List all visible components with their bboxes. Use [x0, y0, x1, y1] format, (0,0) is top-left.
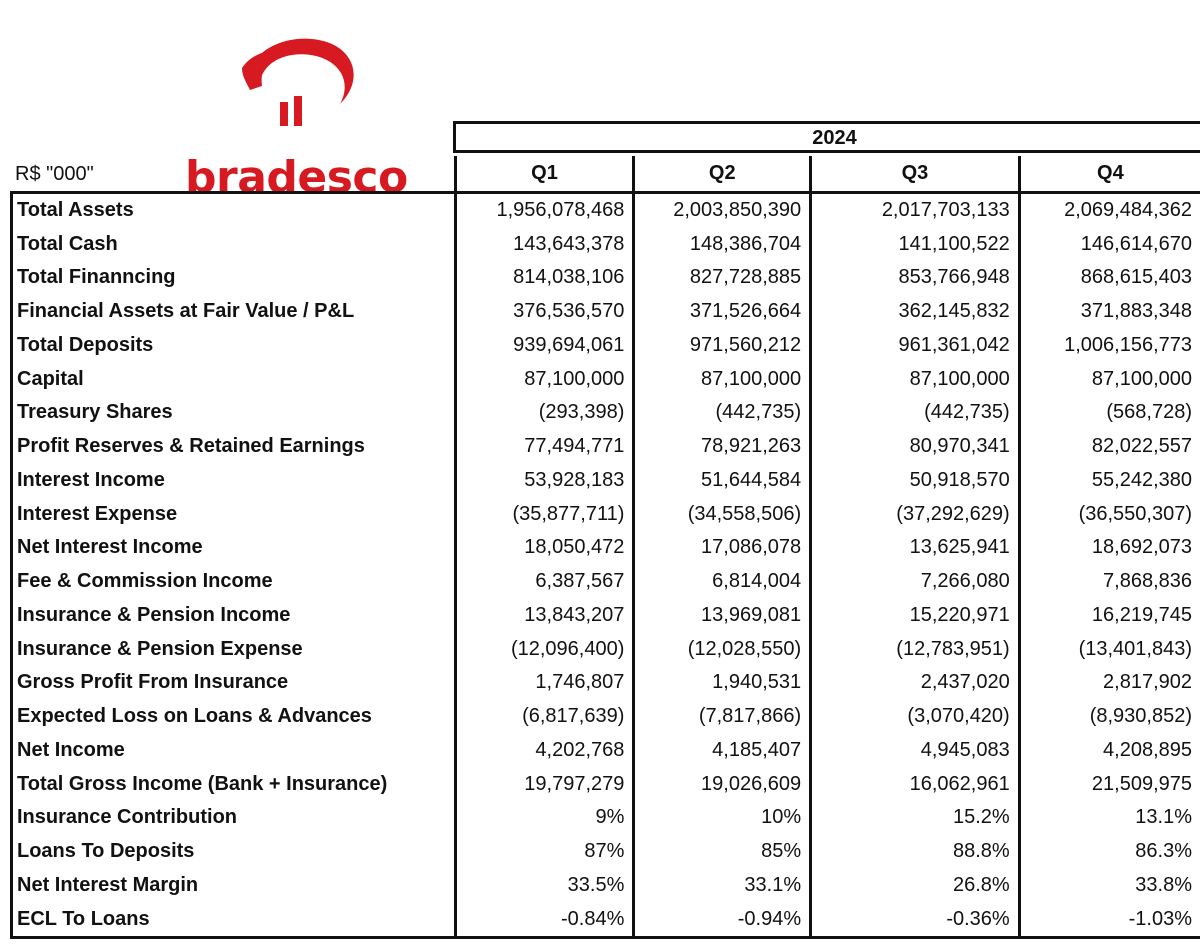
row-label: Profit Reserves & Retained Earnings — [12, 430, 456, 464]
value-cell: 55,242,380 — [1019, 464, 1200, 498]
value-cell: 33.8% — [1019, 869, 1200, 903]
value-cell: 7,266,080 — [811, 565, 1020, 599]
value-cell: 2,003,850,390 — [634, 192, 811, 227]
value-cell: 85% — [634, 835, 811, 869]
value-cell: -0.84% — [455, 902, 634, 937]
value-cell: 16,219,745 — [1019, 599, 1200, 633]
quarter-header: Q4 — [1019, 156, 1200, 192]
value-cell: (293,398) — [455, 396, 634, 430]
value-cell: 82,022,557 — [1019, 430, 1200, 464]
table-row — [12, 329, 1200, 363]
row-label: Capital — [12, 362, 456, 396]
value-cell: -0.94% — [634, 902, 811, 937]
value-cell: 2,817,902 — [1019, 666, 1200, 700]
value-cell: 17,086,078 — [634, 531, 811, 565]
value-cell: 939,694,061 — [455, 329, 634, 363]
value-cell: 971,560,212 — [634, 329, 811, 363]
value-cell: 87,100,000 — [1019, 362, 1200, 396]
table-row — [12, 362, 1200, 396]
table-row — [12, 497, 1200, 531]
row-label: ECL To Loans — [12, 902, 456, 937]
value-cell: 19,797,279 — [455, 767, 634, 801]
value-cell: (6,817,639) — [455, 700, 634, 734]
value-cell: (37,292,629) — [811, 497, 1020, 531]
quarter-header: Q2 — [634, 156, 811, 192]
value-cell: (13,401,843) — [1019, 632, 1200, 666]
value-cell: 814,038,106 — [455, 261, 634, 295]
value-cell: 87,100,000 — [455, 362, 634, 396]
value-cell: (8,930,852) — [1019, 700, 1200, 734]
row-label: Insurance & Pension Expense — [12, 632, 456, 666]
table-row — [12, 801, 1200, 835]
table-row — [12, 227, 1200, 261]
table-row — [12, 767, 1200, 801]
value-cell: (3,070,420) — [811, 700, 1020, 734]
value-cell: (568,728) — [1019, 396, 1200, 430]
row-label: Fee & Commission Income — [12, 565, 456, 599]
table-row — [12, 464, 1200, 498]
value-cell: 7,868,836 — [1019, 565, 1200, 599]
row-label: Gross Profit From Insurance — [12, 666, 456, 700]
value-cell: 2,437,020 — [811, 666, 1020, 700]
row-label: Interest Income — [12, 464, 456, 498]
value-cell: (442,735) — [634, 396, 811, 430]
row-label: Insurance & Pension Income — [12, 599, 456, 633]
brand-wordmark: bradesco — [185, 152, 408, 203]
value-cell: 51,644,584 — [634, 464, 811, 498]
value-cell: 19,026,609 — [634, 767, 811, 801]
value-cell: (34,558,506) — [634, 497, 811, 531]
value-cell: 6,814,004 — [634, 565, 811, 599]
value-cell: 4,208,895 — [1019, 734, 1200, 768]
row-label: Net Interest Margin — [12, 869, 456, 903]
value-cell: 143,643,378 — [455, 227, 634, 261]
row-label: Loans To Deposits — [12, 835, 456, 869]
value-cell: 26.8% — [811, 869, 1020, 903]
value-cell: (12,096,400) — [455, 632, 634, 666]
year-header: 2024 — [453, 121, 1200, 153]
row-label: Net Income — [12, 734, 456, 768]
row-label: Interest Expense — [12, 497, 456, 531]
value-cell: 88.8% — [811, 835, 1020, 869]
row-label: Financial Assets at Fair Value / P&L — [12, 295, 456, 329]
value-cell: 80,970,341 — [811, 430, 1020, 464]
value-cell: (12,783,951) — [811, 632, 1020, 666]
value-cell: (442,735) — [811, 396, 1020, 430]
value-cell: 13,625,941 — [811, 531, 1020, 565]
table-body — [12, 192, 1200, 938]
value-cell: 868,615,403 — [1019, 261, 1200, 295]
value-cell: 141,100,522 — [811, 227, 1020, 261]
value-cell: 87% — [455, 835, 634, 869]
quarter-header: Q1 — [455, 156, 634, 192]
value-cell: 4,945,083 — [811, 734, 1020, 768]
row-label: Insurance Contribution — [12, 801, 456, 835]
table-row — [12, 835, 1200, 869]
value-cell: 53,928,183 — [455, 464, 634, 498]
quarter-header: Q3 — [811, 156, 1020, 192]
value-cell: 1,940,531 — [634, 666, 811, 700]
units-label: R$ "000" — [15, 163, 94, 185]
value-cell: 9% — [455, 801, 634, 835]
value-cell: 10% — [634, 801, 811, 835]
table-row — [12, 430, 1200, 464]
value-cell: (12,028,550) — [634, 632, 811, 666]
row-label: Total Gross Income (Bank + Insurance) — [12, 767, 456, 801]
value-cell: 87,100,000 — [634, 362, 811, 396]
value-cell: 371,883,348 — [1019, 295, 1200, 329]
value-cell: 1,956,078,468 — [455, 192, 634, 227]
value-cell: 16,062,961 — [811, 767, 1020, 801]
value-cell: 1,006,156,773 — [1019, 329, 1200, 363]
value-cell: 18,050,472 — [455, 531, 634, 565]
value-cell: 21,509,975 — [1019, 767, 1200, 801]
value-cell: 376,536,570 — [455, 295, 634, 329]
table-row — [12, 869, 1200, 903]
value-cell: 86.3% — [1019, 835, 1200, 869]
value-cell: 827,728,885 — [634, 261, 811, 295]
value-cell: (36,550,307) — [1019, 497, 1200, 531]
value-cell: 78,921,263 — [634, 430, 811, 464]
value-cell: 362,145,832 — [811, 295, 1020, 329]
value-cell: 4,185,407 — [634, 734, 811, 768]
value-cell: (35,877,711) — [455, 497, 634, 531]
table-row — [12, 666, 1200, 700]
row-label: Total Assets — [12, 192, 456, 227]
value-cell: 371,526,664 — [634, 295, 811, 329]
table-row — [12, 565, 1200, 599]
row-label: Total Deposits — [12, 329, 456, 363]
row-label: Total Finanncing — [12, 261, 456, 295]
value-cell: 13,969,081 — [634, 599, 811, 633]
value-cell: 148,386,704 — [634, 227, 811, 261]
value-cell: 33.5% — [455, 869, 634, 903]
table-row — [12, 531, 1200, 565]
row-label: Total Cash — [12, 227, 456, 261]
table-row — [12, 700, 1200, 734]
table-row — [12, 632, 1200, 666]
table-row — [12, 599, 1200, 633]
value-cell: -0.36% — [811, 902, 1020, 937]
value-cell: 146,614,670 — [1019, 227, 1200, 261]
label-column-header — [12, 156, 456, 192]
value-cell: 87,100,000 — [811, 362, 1020, 396]
value-cell: 33.1% — [634, 869, 811, 903]
value-cell: -1.03% — [1019, 902, 1200, 937]
value-cell: 13.1% — [1019, 801, 1200, 835]
value-cell: 2,017,703,133 — [811, 192, 1020, 227]
bradesco-emblem-icon — [180, 30, 410, 140]
table-row — [12, 192, 1200, 227]
value-cell: 77,494,771 — [455, 430, 634, 464]
value-cell: 13,843,207 — [455, 599, 634, 633]
financial-table — [10, 152, 1200, 939]
value-cell: 1,746,807 — [455, 666, 634, 700]
row-label: Expected Loss on Loans & Advances — [12, 700, 456, 734]
table-row — [12, 261, 1200, 295]
row-label: Net Interest Income — [12, 531, 456, 565]
table-row — [12, 295, 1200, 329]
value-cell: 18,692,073 — [1019, 531, 1200, 565]
value-cell: 15,220,971 — [811, 599, 1020, 633]
value-cell: 50,918,570 — [811, 464, 1020, 498]
table-row — [12, 396, 1200, 430]
quarter-header-row — [12, 156, 1200, 192]
table-row — [12, 734, 1200, 768]
value-cell: 961,361,042 — [811, 329, 1020, 363]
value-cell: 4,202,768 — [455, 734, 634, 768]
value-cell: 2,069,484,362 — [1019, 192, 1200, 227]
table-row — [12, 902, 1200, 937]
row-label: Treasury Shares — [12, 396, 456, 430]
value-cell: 6,387,567 — [455, 565, 634, 599]
value-cell: 15.2% — [811, 801, 1020, 835]
value-cell: 853,766,948 — [811, 261, 1020, 295]
value-cell: (7,817,866) — [634, 700, 811, 734]
